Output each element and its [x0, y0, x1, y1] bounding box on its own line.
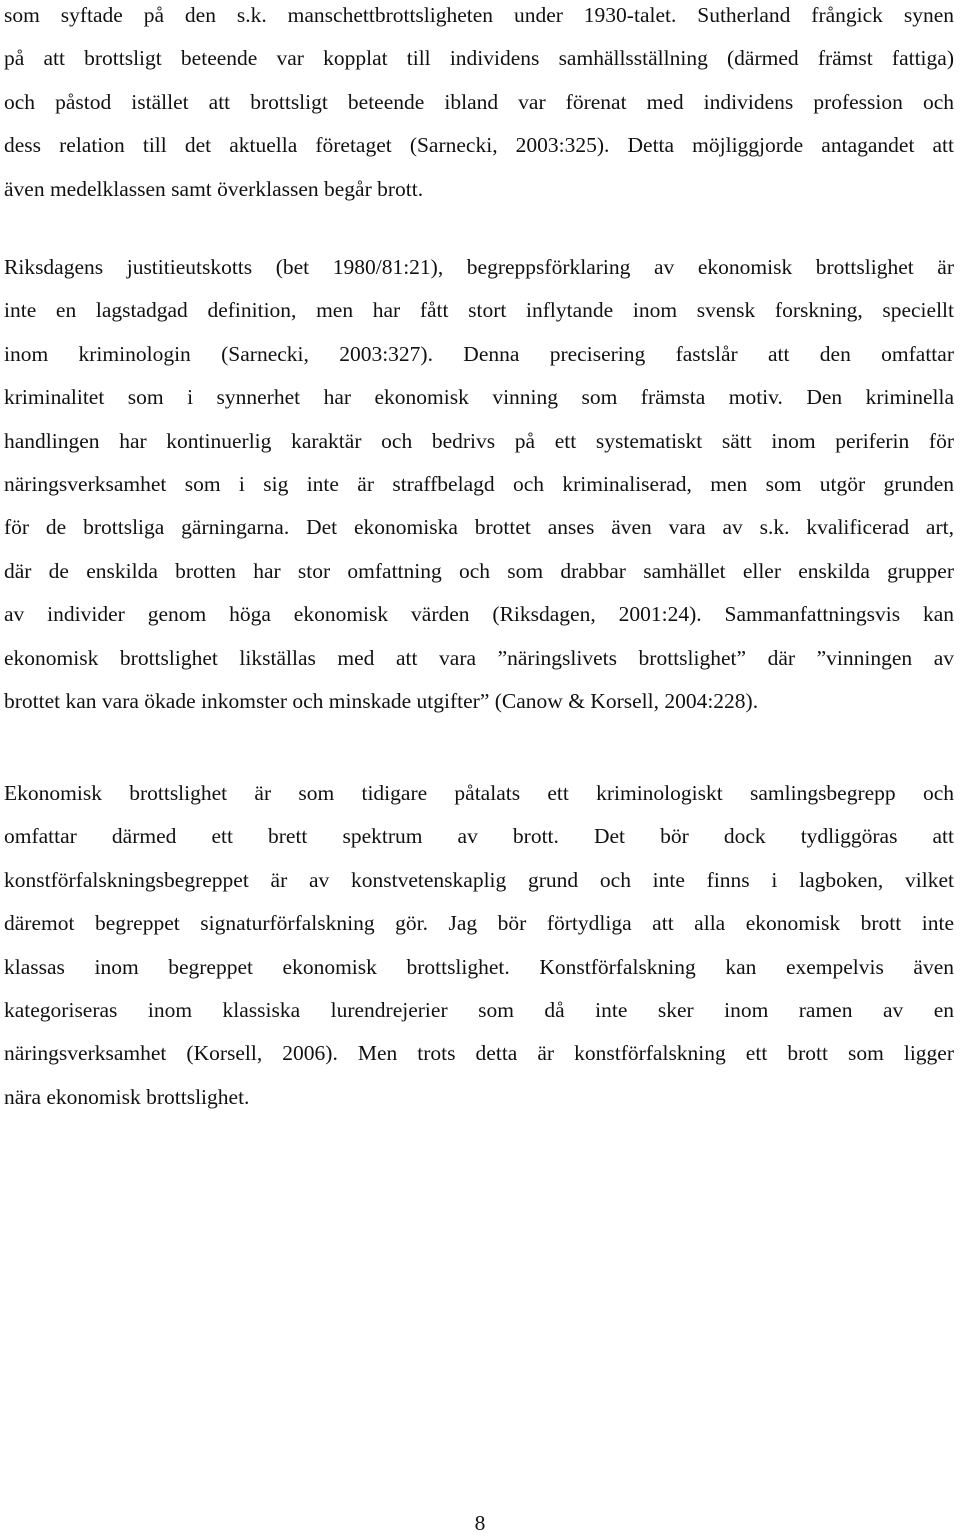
text-line: på att brottsligt beteende var kopplat till individens samhällsställning (därmed främst fattiga)	[4, 46, 954, 71]
text-line: kategoriseras inom klassiska lurendrejerier som då inte sker inom ramen av en	[4, 998, 954, 1023]
text-line: konstförfalskningsbegreppet är av konstvetenskaplig grund och inte finns i lagboken, vilket	[4, 867, 954, 892]
text-line: Ekonomisk brottslighet är som tidigare påtalats ett kriminologiskt samlingsbegrepp och	[4, 781, 954, 805]
text-line: näringsverksamhet (Korsell, 2006). Men trots detta är konstförfalskning ett brott som ligger	[4, 1041, 954, 1066]
text-line: inom kriminologin (Sarnecki, 2003:327). Denna precisering fastslår att den omfattar	[4, 341, 954, 366]
paragraph-sutherland	[4, 0, 954, 211]
text-line: där de enskilda brotten har stor omfattning och som drabbar samhället eller enskilda grupper	[4, 558, 954, 583]
text-line: brottet kan vara ökade inkomster och minskade utgifter” (Canow & Korsell, 2004:228).	[4, 689, 759, 714]
text-line: däremot begreppet signaturförfalskning gör. Jag bör förtydliga att alla ekonomisk brott inte	[4, 911, 954, 936]
text-line: ekonomisk brottslighet likställas med att vara ”näringslivets brottslighet” där ”vinningen av	[4, 645, 954, 670]
text-line: som syftade på den s.k. manschettbrottsligheten under 1930-talet. Sutherland frångick synen	[4, 3, 954, 27]
text-line: nära ekonomisk brottslighet.	[4, 1084, 250, 1109]
text-line: kriminalitet som i synnerhet har ekonomisk vinning som främsta motiv. Den kriminella	[4, 385, 954, 410]
text-line: av individer genom höga ekonomisk värden (Riksdagen, 2001:24). Sammanfattningsvis kan	[4, 602, 954, 627]
text-line: omfattar därmed ett brett spektrum av brott. Det bör dock tydliggöras att	[4, 824, 954, 849]
text-line: även medelklassen samt överklassen begår brott.	[4, 176, 424, 201]
text-line: klassas inom begreppet ekonomisk brottslighet. Konstförfalskning kan exempelvis även	[4, 954, 954, 979]
text-line: inte en lagstadgad definition, men har fått stort inflytande inom svensk forskning, speciellt	[4, 298, 954, 323]
text-line: näringsverksamhet som i sig inte är straffbelagd och kriminaliserad, men som utgör grunden	[4, 472, 954, 497]
paragraph-konstforfalskning	[4, 772, 954, 1119]
text-line: och påstod istället att brottsligt beteende ibland var förenat med individens profession och	[4, 89, 954, 114]
text-line: handlingen har kontinuerlig karaktär och bedrivs på ett systematiskt sätt inom periferin för	[4, 428, 954, 453]
text-line: dess relation till det aktuella företaget (Sarnecki, 2003:325). Detta möjliggjorde antagandet att	[4, 133, 954, 158]
paragraph-riksdagen-definition	[4, 246, 954, 723]
text-line: Riksdagens justitieutskotts (bet 1980/81:21), begreppsförklaring av ekonomisk brottslighet är	[4, 255, 954, 279]
text-line: för de brottsliga gärningarna. Det ekonomiska brottet anses även vara av s.k. kvalificerad art,	[4, 515, 954, 540]
page-number: 8	[474, 1511, 486, 1535]
